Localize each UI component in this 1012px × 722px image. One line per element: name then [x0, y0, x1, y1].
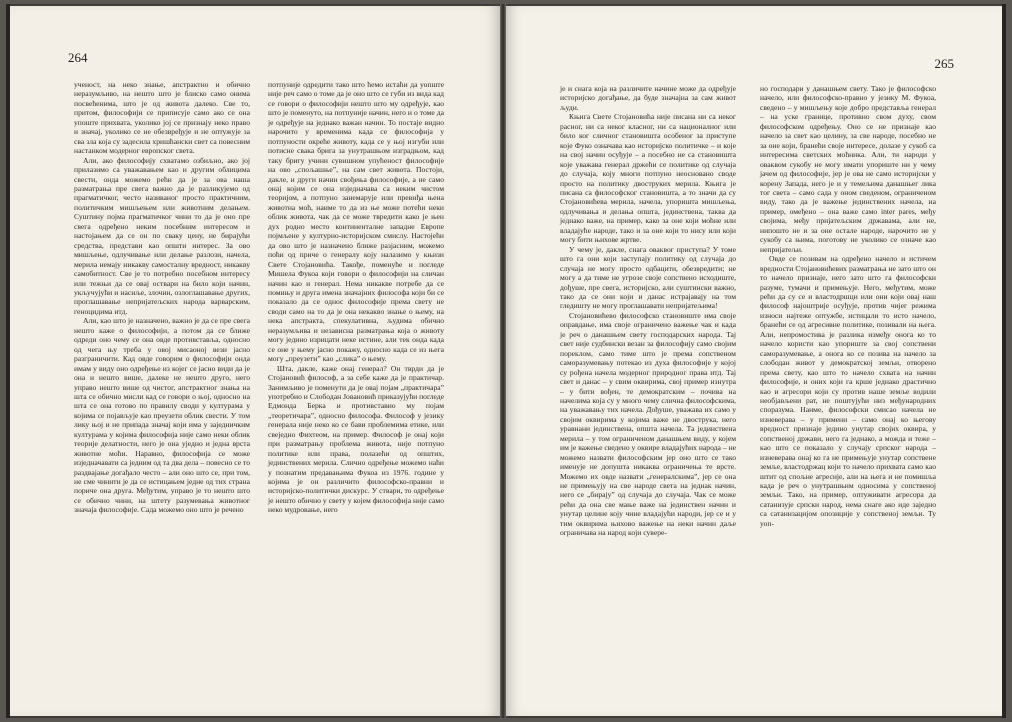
paragraph: но господари у данашњем свету. Тако је философско начело, или философско-правно у језику М. Фукоа, сведено – у мишљењу које добро представља генерал – на уске границе, противно свом духу, свом философском одређењу. Оно се не признаје као начело за свет као целину, за све народе, посебно не за оне који, бранећи своје интересе, долазе у сукоб са интересима светских моћника. Али, ти народи у оваквом сукобу не могу имати упориште ни у чему јачем од философије, јер је ова не само историјски у корену Запада, него је и у темељима данашњег лика тог света – само сада у оном сведеном, ограниченом виду, тако да је важење јединствених начела, на пример, омеђено – она важе само inter pares, међу својима, међу пријатељским државама, али не, нипошто не и за оне остале народе, нарочито не у сукобу са њима, поготову не уколико се означе као непријатељи. [760, 84, 936, 254]
left-column-2 [268, 80, 444, 515]
left-page [10, 6, 500, 716]
paragraph: Стојановићево философско становиште има своје оправдање, има своје ограничено важење чак и када је реч о данашњем свету господарских народа. Тај свет није судбински везан за философију само својим пореклом, само тиме што је према сопственом саморазумевању потекао из духа философије у којој су рођена начела модерног природног права итд. Тај свет и данас – у свим оквирима, свој пример изнутра – у бити вођен, те демократским – почива на начелима која су у много чему слична философскима, на уважавању тих начела. Дођуше, уважава их само у својим оквирима у којима важе не двострука, него уравнани јединствена, општа начела. Та јединствена мерила – у том ограниченом данашњем виду, у којем им је важење сведено у оквире владајућих народа – не можемо назвати философским јер оно што се тако именује не допушта никаква ограничења те врсте. Можемо их овде назвати „генералскима”, јер се она не примењују на све народе света на једнак начин, него се „бирају” од случаја до случаја. Чак се може рећи да она све мање важе на јединствен начин и унутар целине коју чине владајући народи, јер се и у тим оквирима њихово важење на неки начин даље ограничава на народ који суверe- [560, 310, 736, 538]
paragraph: Шта, дакле, каже онај генерал? Он тврди да је Стојановић философ, а за себе каже да је практичар. Занимљиво је поменути да је овај појам „практичара” употребио и Слободан Јовановић приказујући погледе Едмонда Берка и противставио му појам „теоретичара”, односно философа. Философ у језику генерала није неко ко се бави проблемима етике, или свеједно Фихтеом, на пример. Философ је онај који при разматрању проблема живота, није потпуно политике или права, полазећи од општих, јединствених мерила. Слично одређење можемо наћи у познатим предавањима Фукоа из 1976. године у којима је он различито философско-правни и историјско-политички дискурс. У ствари, то одређење је нешто обично у свету у којем философија није само неко мудровање, него [268, 363, 444, 515]
paragraph: ученост, на неко знање, апстрактно и обично неразумљиво, на нешто што је блиско само онима посвећенима, што је од живота далеко. Све то, притом, философији се приписује само ако се она упоште прихвата, уколико јој се признају неко право и значај, уколико се не обезвређује и не оптужује за сва зла која су задесила хришћански свет са повесним настанком модерног европског света. [74, 80, 250, 156]
right-page-number: 265 [934, 56, 954, 71]
right-column-2 [760, 84, 936, 528]
right-edge [1002, 4, 1006, 718]
book-spread [6, 4, 1006, 718]
paragraph: У чему је, дакле, снага оваквог приступа? У томе што га они који заступају политику од случаја до случаја не могу просто одбацити, обезвредити; не могу а да тиме не угрозе своје сопствено исходиште, дођуше, пре свега, историјско, али суштински важно, тако да се они који и данас истрајавају на том гледишту не могу проглашавати непријатељима! [560, 244, 736, 311]
paragraph: Али, као што је назначено, важно је да се пре свега нешто каже о философији, а потом да се ближе одреди оно чему се она овде противставља, односно од чега њу треба у овој мисаоној вези јасно разграничити. Кад овде говорим о философији онда имам у виду оно одређење из којег се јасно види да је она и нешто више, далеке не нешто друго, него управо нешто више од чистог, апстрактног знања на шта се обично мисли кад се говори о њој, односно на шта се она готово по правилу своди у културама у којима се појављује као преузети облик свести. У том лику њој и не припада значај који има у заједничким културама у којима философија није само неки облик теорије делатности, него је она уједно и једна врста животне моћи. Наравно, философија се може изједначавати са једним од та два дела – повесно се то раздвајање догађало често – али оно што се, при том, не сме чинити је да се истицањем једне од тих страна пориче она друга. Међутим, управо је то нешто што се обично чини, на штету разумевања животног значаја философије. Сада можемо оно што је речено [74, 316, 250, 515]
paragraph: Овде се позивам на одређено начело и истичем вредности Стојановићевих разматрања не зато што он то начело признаје, него зато што га философски разуме, тумачи и примењује. Него, међутим, може рећи да су се и властодршци или они који овај наш философ најоштрије осуђује, против чијег режима изнoси најтеже оптужбе, истицали то исто начело, бранећи се од агресивне политике, позивали на њега. Али, непромостива је разлика између онога ко то начело користи као упориште за свој сопствени саморазумевање, а онога ко се позива на начело за слободан живот у демократској земљи, отворено према свету, као што то начело схвата на начин философије, и оних који га крше једнако драстично као и агресори који су против наше земље водили необјављени рат, не поштујући низ међународних споразума. Наиме, философски смисао начела не изневерава – у примени – само онај ко његову вредност признаје једино унутар својих оквира, у сопственој држави, него га једнако, а можда и теже – као што се показало у случају српског народа – изневерава онај ко га не примењује унутар сопствене земље, властодржац који то начело прихвата само као штит од спољне агресије, али на њега и не помишља када је реч о унутрашњим односима у сопственој земљи. Тако, на пример, оптуживати агресора да сатанизује српски народ, нема снаге ако иде заједно са сатанизацијом опозиције у сопственој земљи. Ту уоп- [760, 254, 936, 528]
paragraph: Али, ако философију схватамо озбиљно, ако јој прилазимо са уважавањем као и другим облицима свести, онда можемо рећи да је за ова наша разматрања пре свега важно да је разликујемо од прагматичког, честo називаног просто практичним, политичким мишљењем или животним делањем. Суштину појма прагматичког чини то да је оно пре свега одређено неким посебним интересом и настојањем да се он по сваку цену, не бирајући средства, представи као општи интерес. За ово мишљење, одлучивање или делање разлози, начела, мерила немају никакву самосталну вредност, никакву самобитност. Све је то потребно посебном интересу или тежњи да се оваj оствари на било који начин, укључујући и насиље, злочин, озлоглашавање других, проглашавање непријатељских народа варварским, геноцидима итд. [74, 155, 250, 316]
right-column-1 [560, 84, 736, 538]
paragraph: потпуније одредити тако што ћемо истаћи да уопште није реч само о томе да је оно што се губи из вида кад се говори о философији нешто што му одређује, као што је поменуто, на потпуније начин, него и о томе да је одређује на једнако важан начин. То постаје видно нарочито у временима када се философија у потпуности окреће животу, када се у њој изгуби или потисне свака брига за унутрашњом изградњом, кад таку бригу учини сувишном упућеност философије на ово „спољашње”, на сам свет живота. Постоји, дакле, и други начин свођења философије, а не само онај којим се она изједначава са неким чистом теоријом, а потпуно занемарује или превиђа њена животна моћ, наиме то да из ње може потећи неки облик живота, чак да се може твредити како је њен дух родно место континенталне западне Европе појмљене у културно-историјском смислу. Настојећи да ово што је назначено ближе разјасним, можемо поћи од приче о генералу коју налазимо у књизи Свете Стојановића. Такође, поменуће и погледе Мишела Фукоа који говори о философији на сличан начин као и генерал. Нема никакве потребе да се помињу и друга имена значајних философа који би се показало да се однос философије према свету не своди само на то да је она некакво знање о њему, на нека апстракта, спекулативна, људима обично неразумљива и независна разматрања која о животу могу једино изрицати неке истине, али тек онда када се оне у њему јасно покажу, односно када се из њега могу „преузети” као „слика” о њему. [268, 80, 444, 364]
paragraph: Књига Свете Стојановића није писана ни са неког расног, ни са неког класног, ни са националног или било ког сличног становишта особеног за приступе које Фуко означава као историјско политичке – и које на свој начин осуђује – а посебно не са становишта које уважава генерал држећи се политике од случаја до случаја, коју многи потпуно неосновано своде просто на политику двоструких мерила. Књига је писана са философског становишта, а то значи да су Стојановићева мерила, начела, упоришта мишљења, одлучивања и делања општа, јединствена, таква да једнако важе, на пример, како за оне који моћне или владајуће народе, тако и за оне који то нису или који могу бити њихове жртве. [560, 112, 736, 245]
left-page-number: 264 [68, 50, 88, 65]
right-page [506, 6, 1002, 716]
paragraph: је и снага која на различите начине може да одређује историјско догађање, да буде значајна за сам живот људи. [560, 84, 736, 112]
left-column-1 [74, 80, 250, 515]
